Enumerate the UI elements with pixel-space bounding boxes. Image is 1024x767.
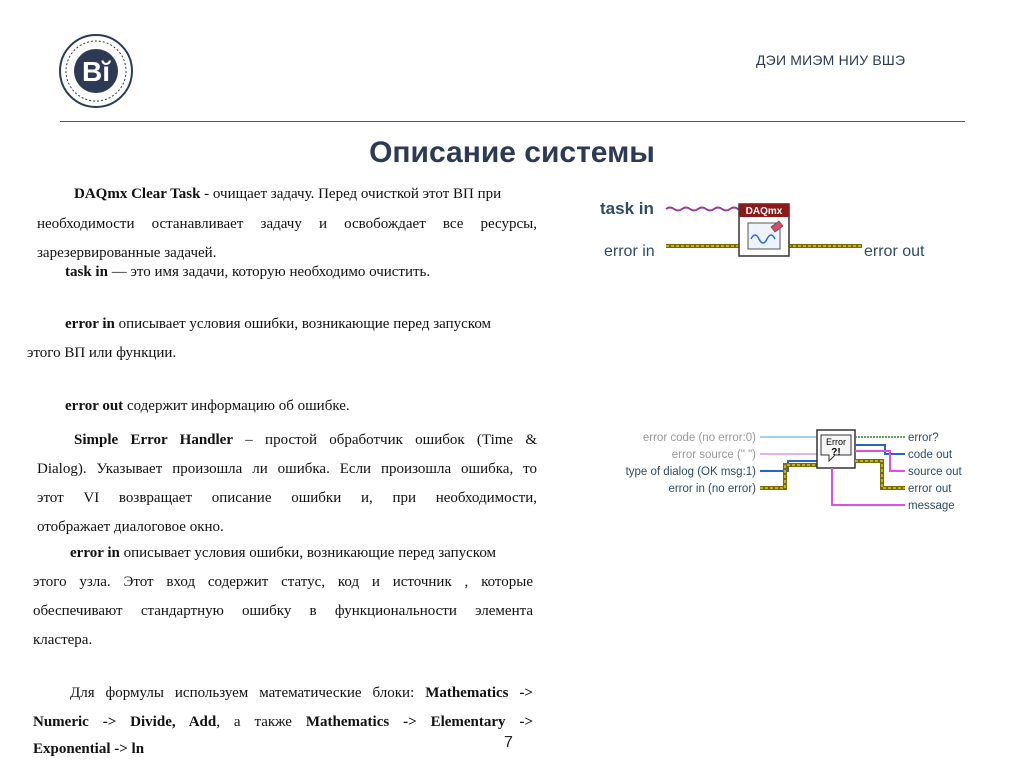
error-out-label: error out xyxy=(864,243,925,260)
icon-error-text: Error xyxy=(826,437,846,447)
clear-task-line-2: необходимости останавливает задачу и освобождает все ресурсы, xyxy=(37,216,537,232)
formula-line-1: Для формулы используем математические блоки: Mathematics -> xyxy=(70,685,533,701)
error-in2-line-4: кластера. xyxy=(33,632,93,648)
clear-task-line-3: зарезервированные задачей. xyxy=(37,245,217,261)
output-error: error? xyxy=(908,432,939,444)
daqmx-clear-task-icon xyxy=(739,204,789,256)
error-in2-line-2: этого узла. Этот вход содержит статус, код и источник , которые xyxy=(33,574,533,590)
daqmx-badge: DAQmx xyxy=(745,206,783,217)
task-in-wire xyxy=(666,208,740,211)
input-type-of-dialog: type of dialog (OK msg:1) xyxy=(625,466,756,478)
simple-handler-line-1: Simple Error Handler – простой обработчик ошибок (Time & xyxy=(74,432,537,448)
task-in-description: task in — это имя задачи, которую необходимо очистить. xyxy=(65,264,431,280)
hse-logo xyxy=(58,33,134,109)
formula-line-2: Numeric -> Divide, Add, а также Mathematics -> Elementary -> xyxy=(33,714,534,730)
header-divider xyxy=(60,121,965,122)
input-error-source: error source (" ") xyxy=(671,449,756,461)
input-error-code: error code (no error:0) xyxy=(642,432,756,444)
formula-line-3: Exponential -> ln xyxy=(33,741,145,757)
error-in-line-1: error in описывает условия ошибки, возникающие перед запуском xyxy=(65,316,492,332)
page-number: 7 xyxy=(504,734,513,751)
error-in-line-2: этого ВП или функции. xyxy=(27,345,177,361)
output-message: message xyxy=(908,500,955,512)
icon-question-text: ?! xyxy=(831,447,841,458)
error-in2-line-3: обеспечивают стандартную ошибку в функциональности элемента xyxy=(33,603,533,619)
task-in-label: task in xyxy=(600,199,654,218)
page-title: Описание системы xyxy=(369,136,655,169)
simple-error-handler-diagram xyxy=(600,425,980,520)
output-error-out: error out xyxy=(908,483,952,495)
simple-handler-line-4: отображает диалоговое окно. xyxy=(37,519,224,535)
error-handler-icon xyxy=(817,430,855,468)
error-out-description: error out содержит информацию об ошибке. xyxy=(65,398,350,414)
svg-text:Вĭ: Вĭ xyxy=(82,56,110,87)
output-source-out: source out xyxy=(908,466,962,478)
input-error-in: error in (no error) xyxy=(668,483,756,495)
daqmx-clear-task-diagram xyxy=(596,193,946,268)
simple-handler-line-3: этот VI возвращает описание ошибки и, при необходимости, xyxy=(37,490,537,506)
clear-task-line-1: DAQmx Clear Task - очищает задачу. Перед очисткой этот ВП при xyxy=(74,186,502,202)
error-in2-line-1: error in описывает условия ошибки, возникающие перед запуском xyxy=(70,545,497,561)
output-code-out: code out xyxy=(908,449,953,461)
simple-handler-line-2: Dialog). Указывает произошла ли ошибка. Если произошла ошибка, то xyxy=(37,461,537,477)
error-in-label: error in xyxy=(604,243,655,260)
organization-name: ДЭИ МИЭМ НИУ ВШЭ xyxy=(756,52,906,68)
